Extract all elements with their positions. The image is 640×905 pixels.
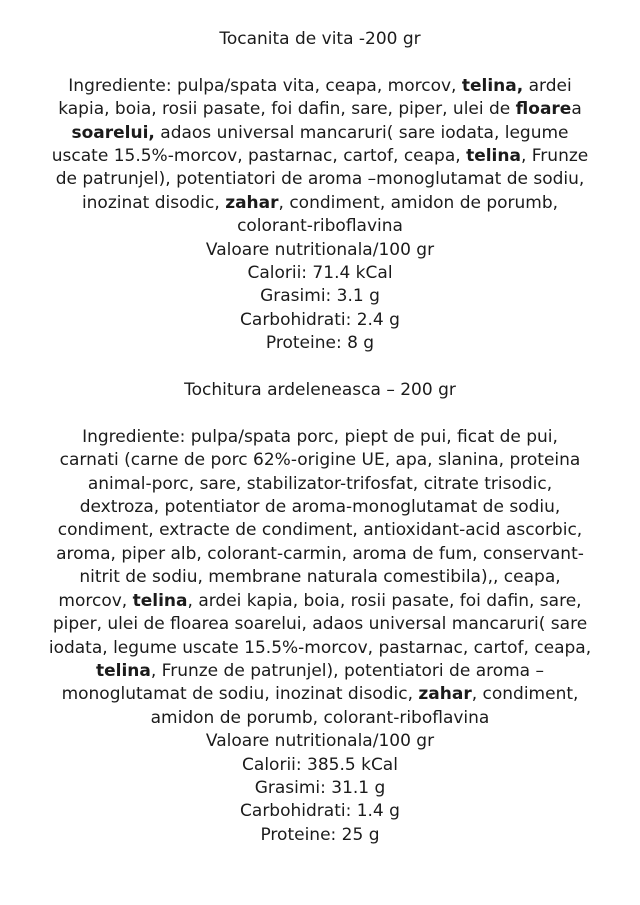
blank-line: [36, 51, 604, 74]
text-line: [36, 98, 604, 121]
text-run: Ingrediente: pulpa/spata vita, ceapa, morcov,: [68, 75, 462, 96]
text-run: Calorii: 385.5 kCal: [242, 754, 398, 775]
text-line: [36, 239, 604, 262]
text-line: [36, 192, 604, 215]
text-line: [36, 590, 604, 613]
bold-text-run: zahar: [418, 684, 472, 705]
text-run: piper, ulei de floarea soarelui, adaos universal mancaruri( sare: [52, 614, 588, 635]
text-run: monoglutamat de sodiu, inozinat disodic,: [61, 684, 419, 705]
text-run: Proteine: 8 g: [265, 333, 375, 354]
text-line: [36, 426, 604, 449]
text-run: morcov,: [58, 590, 133, 611]
text-line: [36, 449, 604, 472]
text-line: [36, 168, 604, 191]
text-run: , ardei kapia, boia, rosii pasate, foi dafin, sare,: [187, 590, 582, 611]
text-run: uscate 15.5%-morcov, pastarnac, cartof, ceapa,: [51, 146, 467, 167]
text-run: Carbohidrati: 1.4 g: [240, 801, 400, 822]
text-run: Grasimi: 31.1 g: [254, 777, 386, 798]
text-line: [36, 519, 604, 542]
text-run: animal-porc, sare, stabilizator-trifosfat, citrate trisodic,: [87, 473, 553, 494]
text-line: [36, 496, 604, 519]
text-line: [36, 660, 604, 683]
text-run: , condiment,: [471, 684, 579, 705]
text-run: inozinat disodic,: [81, 192, 226, 213]
text-line: [36, 566, 604, 589]
text-run: Proteine: 25 g: [260, 824, 380, 845]
text-line: [36, 75, 604, 98]
text-line: [36, 215, 604, 238]
product-title: Tocanita de vita -200 gr: [219, 29, 421, 49]
text-run: adaos universal mancaruri( sare iodata, legume: [154, 122, 569, 143]
text-line: [36, 824, 604, 847]
product-section-tocanita-de-vita: [36, 28, 604, 356]
text-line: [36, 730, 604, 753]
text-run: carnati (carne de porc 62%-origine UE, apa, slanina, proteina: [59, 450, 581, 471]
text-line: [36, 613, 604, 636]
text-run: Valoare nutritionala/100 gr: [205, 731, 435, 752]
text-line: [36, 309, 604, 332]
bold-text-run: telina,: [461, 75, 524, 96]
text-line: [36, 777, 604, 800]
product-title: Tochitura ardeleneasca – 200 gr: [184, 380, 456, 401]
text-run: kapia, boia, rosii pasate, foi dafin, sare, piper, ulei de: [58, 99, 516, 120]
text-run: ardei: [523, 75, 572, 96]
text-line: [36, 683, 604, 706]
bold-text-run: floare: [515, 99, 572, 120]
text-run: Grasimi: 3.1 g: [260, 286, 380, 307]
bold-text-run: telina: [132, 590, 188, 611]
bold-text-run: zahar: [225, 192, 279, 213]
text-run: amidon de porumb, colorant-riboflavina: [150, 707, 490, 728]
text-line: [36, 285, 604, 308]
bold-text-run: soarelui,: [71, 122, 155, 143]
text-line: [36, 800, 604, 823]
product-section-tochitura-ardeleneasca: [36, 379, 604, 847]
text-run: colorant-riboflavina: [237, 216, 403, 237]
text-run: condiment, extracte de condiment, antioxidant-acid ascorbic,: [57, 520, 583, 541]
text-run: , Frunze de patrunjel), potentiatori de aroma –: [150, 660, 545, 681]
product-text-block: [36, 426, 604, 847]
text-line: [36, 637, 604, 660]
text-line: [36, 332, 604, 355]
text-run: Ingrediente: pulpa/spata porc, piept de pui, ficat de pui,: [82, 426, 558, 447]
text-line: [36, 754, 604, 777]
text-run: a: [571, 99, 582, 120]
text-line: [36, 707, 604, 730]
text-run: Calorii: 71.4 kCal: [247, 263, 393, 284]
text-line: [36, 145, 604, 168]
text-run: aroma, piper alb, colorant-carmin, aroma de fum, conservant-: [56, 543, 584, 564]
text-run: , condiment, amidon de porumb,: [278, 192, 559, 213]
text-line: [36, 122, 604, 145]
text-line: [36, 262, 604, 285]
product-text-block: [36, 75, 604, 356]
text-run: , Frunze: [520, 146, 589, 167]
text-run: iodata, legume uscate 15.5%-morcov, pastarnac, cartof, ceapa,: [48, 637, 592, 658]
text-line: [36, 543, 604, 566]
blank-line: [36, 402, 604, 425]
text-run: dextroza, potentiator de aroma-monoglutamat de sodiu,: [79, 497, 561, 518]
bold-text-run: telina: [95, 660, 151, 681]
text-run: Valoare nutritionala/100 gr: [205, 239, 435, 260]
blank-line: [36, 356, 604, 379]
text-run: de patrunjel), potentiatori de aroma –monoglutamat de sodiu,: [55, 169, 585, 190]
text-run: Carbohidrati: 2.4 g: [240, 309, 400, 330]
text-run: nitrit de sodiu, membrane naturala comestibila),, ceapa,: [79, 567, 561, 588]
text-line: [36, 473, 604, 496]
bold-text-run: telina: [466, 146, 521, 167]
